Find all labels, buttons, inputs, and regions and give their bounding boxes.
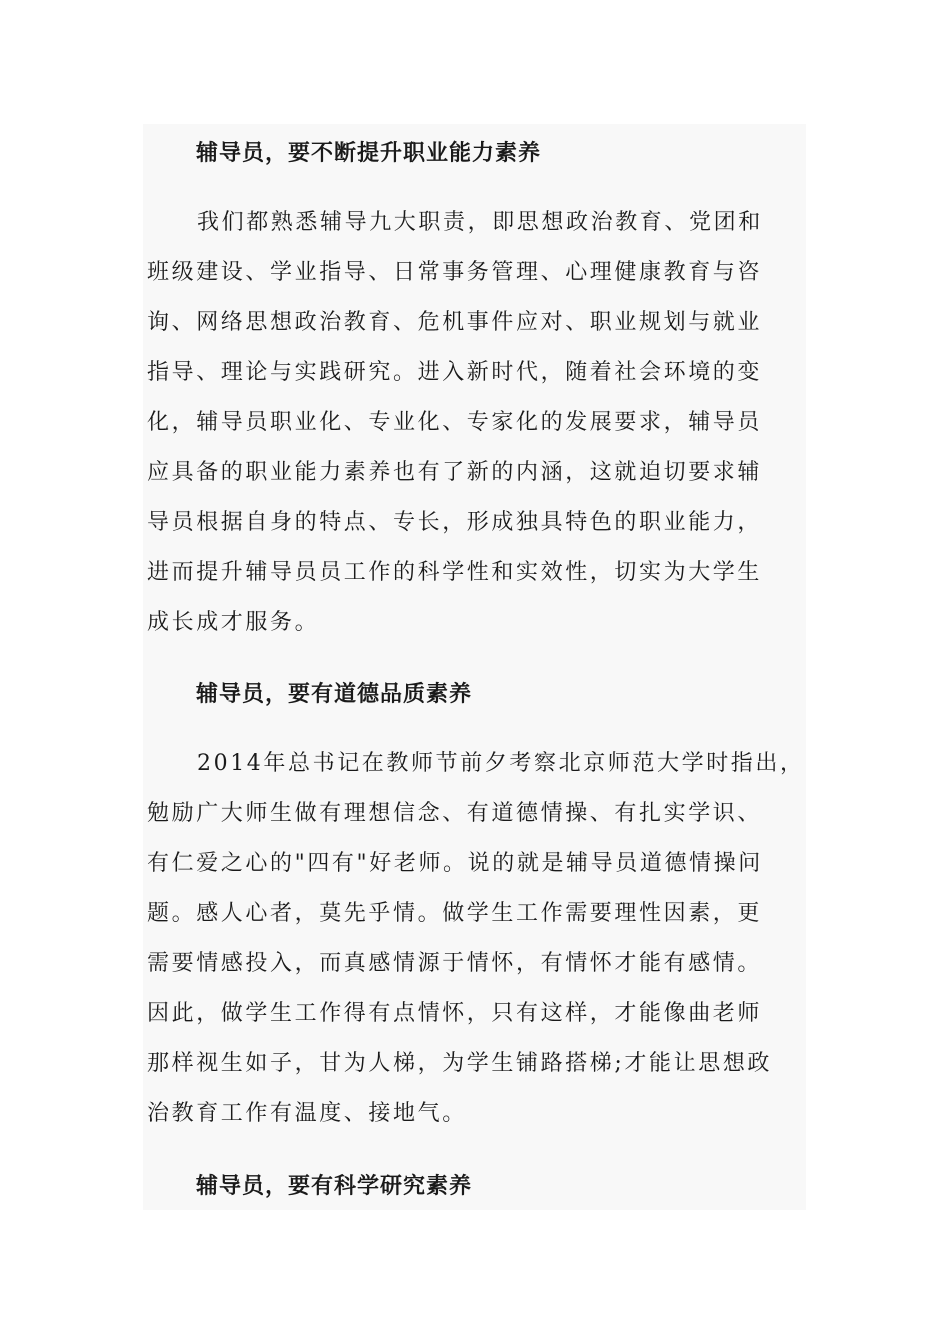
paragraph-line: 班级建设、学业指导、日常事务管理、心理健康教育与咨 bbox=[147, 260, 763, 285]
paragraph-line: 指导、理论与实践研究。进入新时代，随着社会环境的变 bbox=[147, 360, 763, 385]
section-heading: 辅导员，要不断提升职业能力素养 bbox=[196, 140, 542, 166]
paragraph-line: 应具备的职业能力素养也有了新的内涵，这就迫切要求辅 bbox=[147, 460, 763, 485]
paragraph-line: 那样视生如子，甘为人梯，为学生铺路搭梯;才能让思想政 bbox=[147, 1051, 773, 1076]
section-heading: 辅导员，要有科学研究素养 bbox=[196, 1173, 473, 1199]
paragraph-line: 成长成才服务。 bbox=[147, 610, 320, 635]
document-content bbox=[143, 124, 806, 1210]
paragraph-line: 有仁爱之心的"四有"好老师。说的就是辅导员道德情操问 bbox=[147, 851, 763, 876]
paragraph-line: 询、网络思想政治教育、危机事件应对、职业规划与就业 bbox=[147, 310, 763, 335]
section-heading: 辅导员，要有道德品质素养 bbox=[196, 681, 473, 707]
paragraph-line: 治教育工作有温度、接地气。 bbox=[147, 1101, 467, 1126]
paragraph bbox=[147, 739, 807, 1139]
paragraph bbox=[147, 198, 807, 648]
paragraph-line: 导员根据自身的特点、专长，形成独具特色的职业能力， bbox=[147, 510, 763, 535]
paragraph-line: 化，辅导员职业化、专业化、专家化的发展要求，辅导员 bbox=[147, 410, 763, 435]
paragraph-line: 题。感人心者，莫先乎情。做学生工作需要理性因素，更 bbox=[147, 901, 763, 926]
paragraph-line: 勉励广大师生做有理想信念、有道德情操、有扎实学识、 bbox=[147, 801, 763, 826]
paragraph-line: 因此，做学生工作得有点情怀，只有这样，才能像曲老师 bbox=[147, 1001, 763, 1026]
paragraph-line: 我们都熟悉辅导九大职责，即思想政治教育、党团和 bbox=[197, 210, 763, 235]
paragraph-line: 进而提升辅导员员工作的科学性和实效性，切实为大学生 bbox=[147, 560, 763, 585]
paragraph-line: 2014年总书记在教师节前夕考察北京师范大学时指出， bbox=[197, 751, 805, 776]
paragraph-line: 需要情感投入，而真感情源于情怀，有情怀才能有感情。 bbox=[147, 951, 763, 976]
